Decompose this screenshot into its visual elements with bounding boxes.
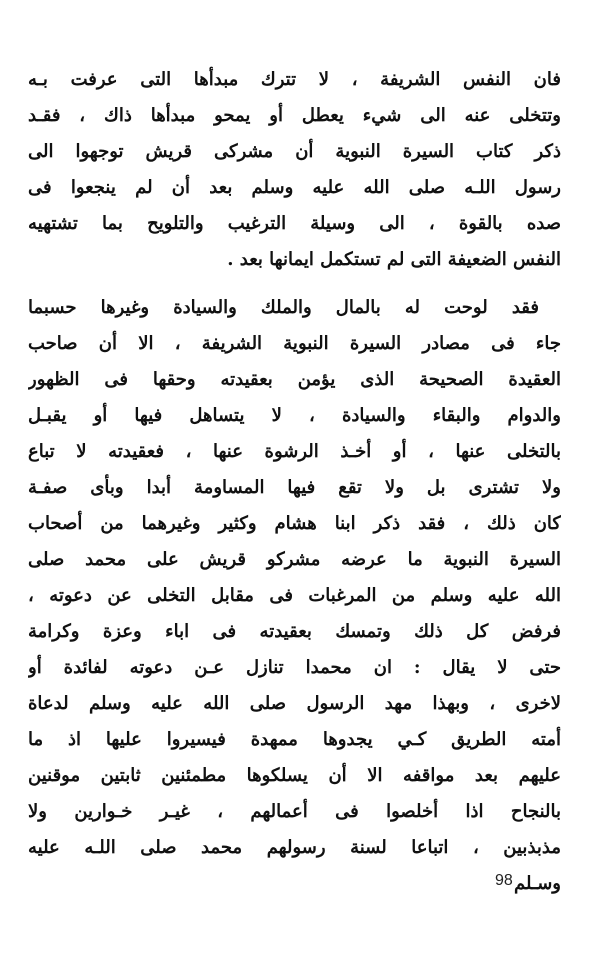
paragraph-1 [28,62,561,278]
text-line: ذكر كتاب السيرة النبوية أن مشركى قريش توجهوا الى [28,141,561,162]
text-line: أمته الطريق كـي يجدوها ممهدة فيسيروا عليها اذ ما [28,729,561,750]
text-line: مذبذبين ، اتباعا لسنة رسولهم محمد صلى اللـه عليه [28,837,561,858]
text-line: كان ذلك ، فقد ذكر ابنا هشام وكثير وغيرهما من أصحاب [28,513,561,534]
text-line: فقد لوحت له بالمال والملك والسيادة وغيرها حسبما [28,297,539,318]
text-line: صده بالقوة ، الى وسيلة الترغيب والتلويح بما تشتهيه [28,213,561,234]
text-line: فرفض كل ذلك وتمسك بعقيدته فى اباء وعزة وكرامة [28,621,561,642]
text-line: والدوام والبقاء والسيادة ، لا يتساهل فيها أو يقبـل [28,405,561,426]
text-line: وسـلم [514,873,561,894]
text-line: وتتخلى عنه الى شيء يعطل أو يمحو مبدأها ذاك ، فقـد [28,105,561,126]
text-line: بالنجاح اذا أخلصوا فى أعمالهم ، غيـر خـوارين ولا [28,801,561,822]
text-line: لاخرى ، وبهذا مهد الرسول صلى الله عليه وسلم لدعاة [28,693,561,714]
text-line: حتى لا يقال : ان محمدا تنازل عـن دعوته لفائدة أو [28,657,561,678]
page-number: 98 [495,872,513,889]
text-line: النفس الضعيفة التى لم تستكمل ايمانها بعد . [227,249,561,270]
paragraph-2 [28,290,561,902]
text-line: الله عليه وسلم من المرغبات فى مقابل التخلى عن دعوته ، [28,585,561,606]
text-line: عليهم بعد مواقفه الا أن يسلكوها مطمئنين ثابتين موقنين [28,765,561,786]
text-line: فان النفس الشريفة ، لا تترك مبدأها التى عرفت بـه [28,69,561,90]
text-line: السيرة النبوية ما عرضه مشركو قريش على محمد صلى [28,549,561,570]
page-body [28,62,561,902]
text-line: رسول اللـه صلى الله عليه وسلم بعد أن لم ينجعوا فى [28,177,561,198]
text-line: جاء فى مصادر السيرة النبوية الشريفة ، الا أن صاحب [28,333,561,354]
text-line: العقيدة الصحيحة الذى يؤمن بعقيدته وحقها فى الظهور [28,369,561,390]
text-line: ولا تشترى بل ولا تقع فيها المساومة أبدا وبأى صفـة [28,477,561,498]
text-line: بالتخلى عنها ، أو أخـذ الرشوة عنها ، فعقيدته لا تباع [28,441,561,462]
